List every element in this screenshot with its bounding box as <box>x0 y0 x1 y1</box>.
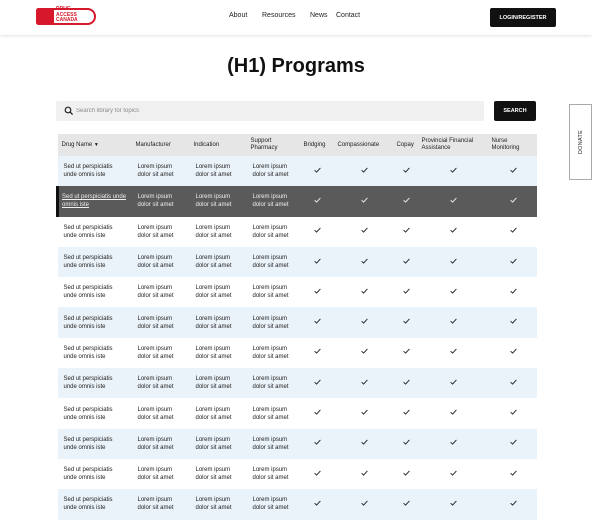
cell-manufacturer: Lorem ipsum dolor sit amet <box>132 368 190 398</box>
cell-compassionate <box>334 186 393 216</box>
logo-line-3: CANADA <box>56 17 78 23</box>
cell-compassionate <box>334 429 393 459</box>
cell-nurse-monitoring <box>488 338 537 368</box>
cell-support-pharmacy: Lorem ipsum dolor sit amet <box>247 277 300 307</box>
checkmark-icon <box>450 379 457 385</box>
drug-name-link[interactable]: Sed ut perspiciatis unde omnis iste <box>63 497 113 512</box>
checkmark-icon <box>361 288 368 294</box>
checkmark-icon <box>510 439 517 445</box>
checkmark-icon <box>314 470 321 476</box>
cell-indication: Lorem ipsum dolor sit amet <box>190 368 247 398</box>
cell-compassionate <box>334 277 393 307</box>
cell-manufacturer: Lorem ipsum dolor sit amet <box>132 186 190 216</box>
checkmark-icon <box>403 167 410 173</box>
checkmark-icon <box>403 197 410 203</box>
drug-name-link[interactable]: Sed ut perspiciatis unde omnis iste <box>63 255 113 270</box>
checkmark-icon <box>450 258 457 264</box>
cell-indication: Lorem ipsum dolor sit amet <box>190 338 247 368</box>
nav-contact[interactable]: Contact <box>336 12 361 19</box>
cell-nurse-monitoring <box>488 459 537 489</box>
cell-copay <box>393 459 418 489</box>
nav-about[interactable]: About <box>229 12 248 19</box>
cell-drug-name[interactable] <box>58 277 132 307</box>
checkmark-icon <box>450 500 457 506</box>
checkmark-icon <box>361 348 368 354</box>
checkmark-icon <box>403 500 410 506</box>
cell-bridging <box>300 307 334 337</box>
drug-name-link[interactable]: Sed ut perspiciatis unde omnis iste <box>63 164 113 179</box>
cell-nurse-monitoring <box>488 429 537 459</box>
search-bar <box>56 101 484 121</box>
checkmark-icon <box>361 470 368 476</box>
table-row[interactable] <box>58 186 537 216</box>
drug-name-link[interactable]: Sed ut perspiciatis unde omnis iste <box>63 436 113 451</box>
cell-bridging <box>300 398 334 428</box>
checkmark-icon <box>510 227 517 233</box>
checkmark-icon <box>314 379 321 385</box>
cell-copay <box>393 429 418 459</box>
cell-support-pharmacy: Lorem ipsum dolor sit amet <box>247 398 300 428</box>
checkmark-icon <box>510 379 517 385</box>
checkmark-icon <box>314 500 321 506</box>
cell-compassionate <box>334 217 393 247</box>
cell-provincial-financial-assistance <box>418 398 488 428</box>
cell-copay <box>393 307 418 337</box>
cell-nurse-monitoring <box>488 186 537 216</box>
donate-label: DONATE <box>577 129 584 155</box>
checkmark-icon <box>450 348 457 354</box>
checkmark-icon <box>361 318 368 324</box>
cell-indication: Lorem ipsum dolor sit amet <box>190 307 247 337</box>
cell-drug-name[interactable] <box>58 307 132 337</box>
cell-copay <box>393 489 418 519</box>
checkmark-icon <box>361 439 368 445</box>
checkmark-icon <box>403 348 410 354</box>
drug-name-link[interactable]: Sed ut perspiciatis unde omnis iste <box>63 345 113 360</box>
checkmark-icon <box>450 409 457 415</box>
cell-nurse-monitoring <box>488 307 537 337</box>
cell-drug-name[interactable] <box>58 398 132 428</box>
cell-manufacturer: Lorem ipsum dolor sit amet <box>132 459 190 489</box>
cell-copay <box>393 217 418 247</box>
checkmark-icon <box>314 227 321 233</box>
cell-drug-name[interactable] <box>58 156 132 186</box>
checkmark-icon <box>450 439 457 445</box>
table-row[interactable] <box>58 217 537 247</box>
drug-access-canada-logo[interactable] <box>36 6 98 28</box>
checkmark-icon <box>403 470 410 476</box>
login-register-button[interactable]: LOGIN/REGISTER <box>490 8 556 27</box>
checkmark-icon <box>403 379 410 385</box>
header-indication: Indication <box>190 134 247 156</box>
cell-drug-name[interactable] <box>58 247 132 277</box>
checkmark-icon <box>361 227 368 233</box>
cell-support-pharmacy: Lorem ipsum dolor sit amet <box>247 186 300 216</box>
cell-nurse-monitoring <box>488 217 537 247</box>
cell-compassionate <box>334 307 393 337</box>
drug-name-link[interactable]: Sed ut perspiciatis unde omnis iste <box>62 194 127 209</box>
logo-fill <box>36 8 54 25</box>
checkmark-icon <box>510 470 517 476</box>
caret-down-icon: ▼ <box>93 141 99 148</box>
cell-drug-name[interactable] <box>58 489 132 519</box>
table-row[interactable] <box>58 489 537 519</box>
cell-copay <box>393 368 418 398</box>
cell-manufacturer: Lorem ipsum dolor sit amet <box>132 489 190 519</box>
nav-resources[interactable]: Resources <box>262 12 296 19</box>
table-row[interactable] <box>58 277 537 307</box>
checkmark-icon <box>510 348 517 354</box>
cell-support-pharmacy: Lorem ipsum dolor sit amet <box>247 307 300 337</box>
checkmark-icon <box>403 227 410 233</box>
cell-drug-name[interactable] <box>58 368 132 398</box>
logo-text <box>56 7 78 24</box>
cell-compassionate <box>334 398 393 428</box>
table-row[interactable] <box>58 398 537 428</box>
header-compassionate: Compassionate <box>334 134 393 156</box>
cell-compassionate <box>334 247 393 277</box>
header-support-pharmacy: Support Pharmacy <box>247 134 300 156</box>
table-header-row <box>58 134 537 156</box>
cell-bridging <box>300 156 334 186</box>
cell-nurse-monitoring <box>488 277 537 307</box>
cell-copay <box>393 398 418 428</box>
cell-support-pharmacy: Lorem ipsum dolor sit amet <box>247 217 300 247</box>
site-header <box>0 0 592 35</box>
checkmark-icon <box>403 439 410 445</box>
cell-copay <box>393 186 418 216</box>
checkmark-icon <box>314 288 321 294</box>
programs-table <box>56 134 537 520</box>
cell-compassionate <box>334 156 393 186</box>
cell-drug-name[interactable] <box>58 429 132 459</box>
header-bridging: Bridging <box>300 134 334 156</box>
checkmark-icon <box>361 379 368 385</box>
cell-indication: Lorem ipsum dolor sit amet <box>190 156 247 186</box>
cell-bridging <box>300 247 334 277</box>
cell-manufacturer: Lorem ipsum dolor sit amet <box>132 277 190 307</box>
cell-indication: Lorem ipsum dolor sit amet <box>190 217 247 247</box>
checkmark-icon <box>314 409 321 415</box>
search-icon <box>64 106 74 116</box>
cell-support-pharmacy: Lorem ipsum dolor sit amet <box>247 429 300 459</box>
checkmark-icon <box>314 197 321 203</box>
logo-line-2: ACCESS <box>56 11 77 18</box>
donate-button[interactable] <box>569 104 592 180</box>
drug-name-link[interactable]: Sed ut perspiciatis unde omnis iste <box>63 315 113 330</box>
logo-line-1: DRUG <box>56 6 71 12</box>
cell-drug-name[interactable] <box>58 338 132 368</box>
cell-nurse-monitoring <box>488 489 537 519</box>
cell-support-pharmacy: Lorem ipsum dolor sit amet <box>247 338 300 368</box>
cell-bridging <box>300 429 334 459</box>
cell-indication: Lorem ipsum dolor sit amet <box>190 398 247 428</box>
checkmark-icon <box>314 318 321 324</box>
cell-provincial-financial-assistance <box>418 156 488 186</box>
cell-provincial-financial-assistance <box>418 489 488 519</box>
cell-copay <box>393 156 418 186</box>
cell-compassionate <box>334 489 393 519</box>
cell-bridging <box>300 459 334 489</box>
drug-name-link[interactable]: Sed ut perspiciatis unde omnis iste <box>63 376 113 391</box>
checkmark-icon <box>450 167 457 173</box>
cell-indication: Lorem ipsum dolor sit amet <box>190 489 247 519</box>
cell-provincial-financial-assistance <box>418 277 488 307</box>
table-row[interactable] <box>58 156 537 186</box>
cell-provincial-financial-assistance <box>418 338 488 368</box>
cell-compassionate <box>334 368 393 398</box>
header-nurse-monitoring: Nurse Monitoring <box>488 134 537 156</box>
cell-bridging <box>300 489 334 519</box>
checkmark-icon <box>510 500 517 506</box>
table-row[interactable] <box>58 429 537 459</box>
cell-manufacturer: Lorem ipsum dolor sit amet <box>132 398 190 428</box>
cell-support-pharmacy: Lorem ipsum dolor sit amet <box>247 368 300 398</box>
checkmark-icon <box>314 167 321 173</box>
checkmark-icon <box>314 258 321 264</box>
cell-provincial-financial-assistance <box>418 368 488 398</box>
table-body <box>58 156 537 520</box>
drug-name-link[interactable]: Sed ut perspiciatis unde omnis iste <box>63 285 113 300</box>
drug-name-link[interactable]: Sed ut perspiciatis unde omnis iste <box>63 467 113 482</box>
header-manufacturer: Manufacturer <box>132 134 190 156</box>
page-title: (H1) Programs <box>227 55 365 77</box>
header-drug-name-label: Drug Name <box>61 141 93 148</box>
cell-provincial-financial-assistance <box>418 429 488 459</box>
checkmark-icon <box>450 227 457 233</box>
checkmark-icon <box>450 197 457 203</box>
cell-drug-name[interactable] <box>58 217 132 247</box>
checkmark-icon <box>510 288 517 294</box>
cell-bridging <box>300 368 334 398</box>
header-drug-name[interactable] <box>58 134 132 156</box>
cell-provincial-financial-assistance <box>418 307 488 337</box>
cell-provincial-financial-assistance <box>418 186 488 216</box>
checkmark-icon <box>314 348 321 354</box>
cell-drug-name[interactable] <box>58 459 132 489</box>
cell-compassionate <box>334 338 393 368</box>
checkmark-icon <box>510 318 517 324</box>
cell-copay <box>393 247 418 277</box>
table-row[interactable] <box>58 459 537 489</box>
cell-provincial-financial-assistance <box>418 217 488 247</box>
cell-support-pharmacy: Lorem ipsum dolor sit amet <box>247 459 300 489</box>
drug-name-link[interactable]: Sed ut perspiciatis unde omnis iste <box>63 406 113 421</box>
cell-nurse-monitoring <box>488 368 537 398</box>
checkmark-icon <box>361 500 368 506</box>
checkmark-icon <box>450 470 457 476</box>
header-copay: Copay <box>393 134 418 156</box>
cell-support-pharmacy: Lorem ipsum dolor sit amet <box>247 156 300 186</box>
table-row[interactable] <box>58 338 537 368</box>
checkmark-icon <box>450 318 457 324</box>
cell-indication: Lorem ipsum dolor sit amet <box>190 429 247 459</box>
cell-bridging <box>300 338 334 368</box>
checkmark-icon <box>510 409 517 415</box>
cell-indication: Lorem ipsum dolor sit amet <box>190 186 247 216</box>
checkmark-icon <box>510 197 517 203</box>
checkmark-icon <box>403 409 410 415</box>
header-provincial-financial-assistance: Provincial Financial Assistance <box>418 134 488 156</box>
cell-provincial-financial-assistance <box>418 459 488 489</box>
cell-indication: Lorem ipsum dolor sit amet <box>190 277 247 307</box>
cell-nurse-monitoring <box>488 156 537 186</box>
checkmark-icon <box>403 318 410 324</box>
cell-manufacturer: Lorem ipsum dolor sit amet <box>132 338 190 368</box>
cell-provincial-financial-assistance <box>418 247 488 277</box>
checkmark-icon <box>510 258 517 264</box>
cell-drug-name[interactable] <box>58 186 132 216</box>
cell-indication: Lorem ipsum dolor sit amet <box>190 459 247 489</box>
cell-copay <box>393 277 418 307</box>
cell-manufacturer: Lorem ipsum dolor sit amet <box>132 247 190 277</box>
search-button[interactable]: SEARCH <box>494 101 536 121</box>
checkmark-icon <box>403 288 410 294</box>
search-input[interactable] <box>76 104 476 118</box>
cell-support-pharmacy: Lorem ipsum dolor sit amet <box>247 489 300 519</box>
checkmark-icon <box>510 167 517 173</box>
cell-manufacturer: Lorem ipsum dolor sit amet <box>132 156 190 186</box>
cell-copay <box>393 338 418 368</box>
table-row[interactable] <box>58 368 537 398</box>
nav-news[interactable]: News <box>310 12 328 19</box>
table-row[interactable] <box>58 307 537 337</box>
checkmark-icon <box>361 167 368 173</box>
cell-bridging <box>300 186 334 216</box>
checkmark-icon <box>361 197 368 203</box>
checkmark-icon <box>361 258 368 264</box>
cell-bridging <box>300 277 334 307</box>
checkmark-icon <box>450 288 457 294</box>
cell-manufacturer: Lorem ipsum dolor sit amet <box>132 429 190 459</box>
cell-manufacturer: Lorem ipsum dolor sit amet <box>132 217 190 247</box>
cell-indication: Lorem ipsum dolor sit amet <box>190 247 247 277</box>
cell-manufacturer: Lorem ipsum dolor sit amet <box>132 307 190 337</box>
cell-support-pharmacy: Lorem ipsum dolor sit amet <box>247 247 300 277</box>
cell-nurse-monitoring <box>488 398 537 428</box>
drug-name-link[interactable]: Sed ut perspiciatis unde omnis iste <box>63 224 113 239</box>
checkmark-icon <box>314 439 321 445</box>
table-row[interactable] <box>58 247 537 277</box>
cell-compassionate <box>334 459 393 489</box>
cell-nurse-monitoring <box>488 247 537 277</box>
checkmark-icon <box>403 258 410 264</box>
checkmark-icon <box>361 409 368 415</box>
cell-bridging <box>300 217 334 247</box>
